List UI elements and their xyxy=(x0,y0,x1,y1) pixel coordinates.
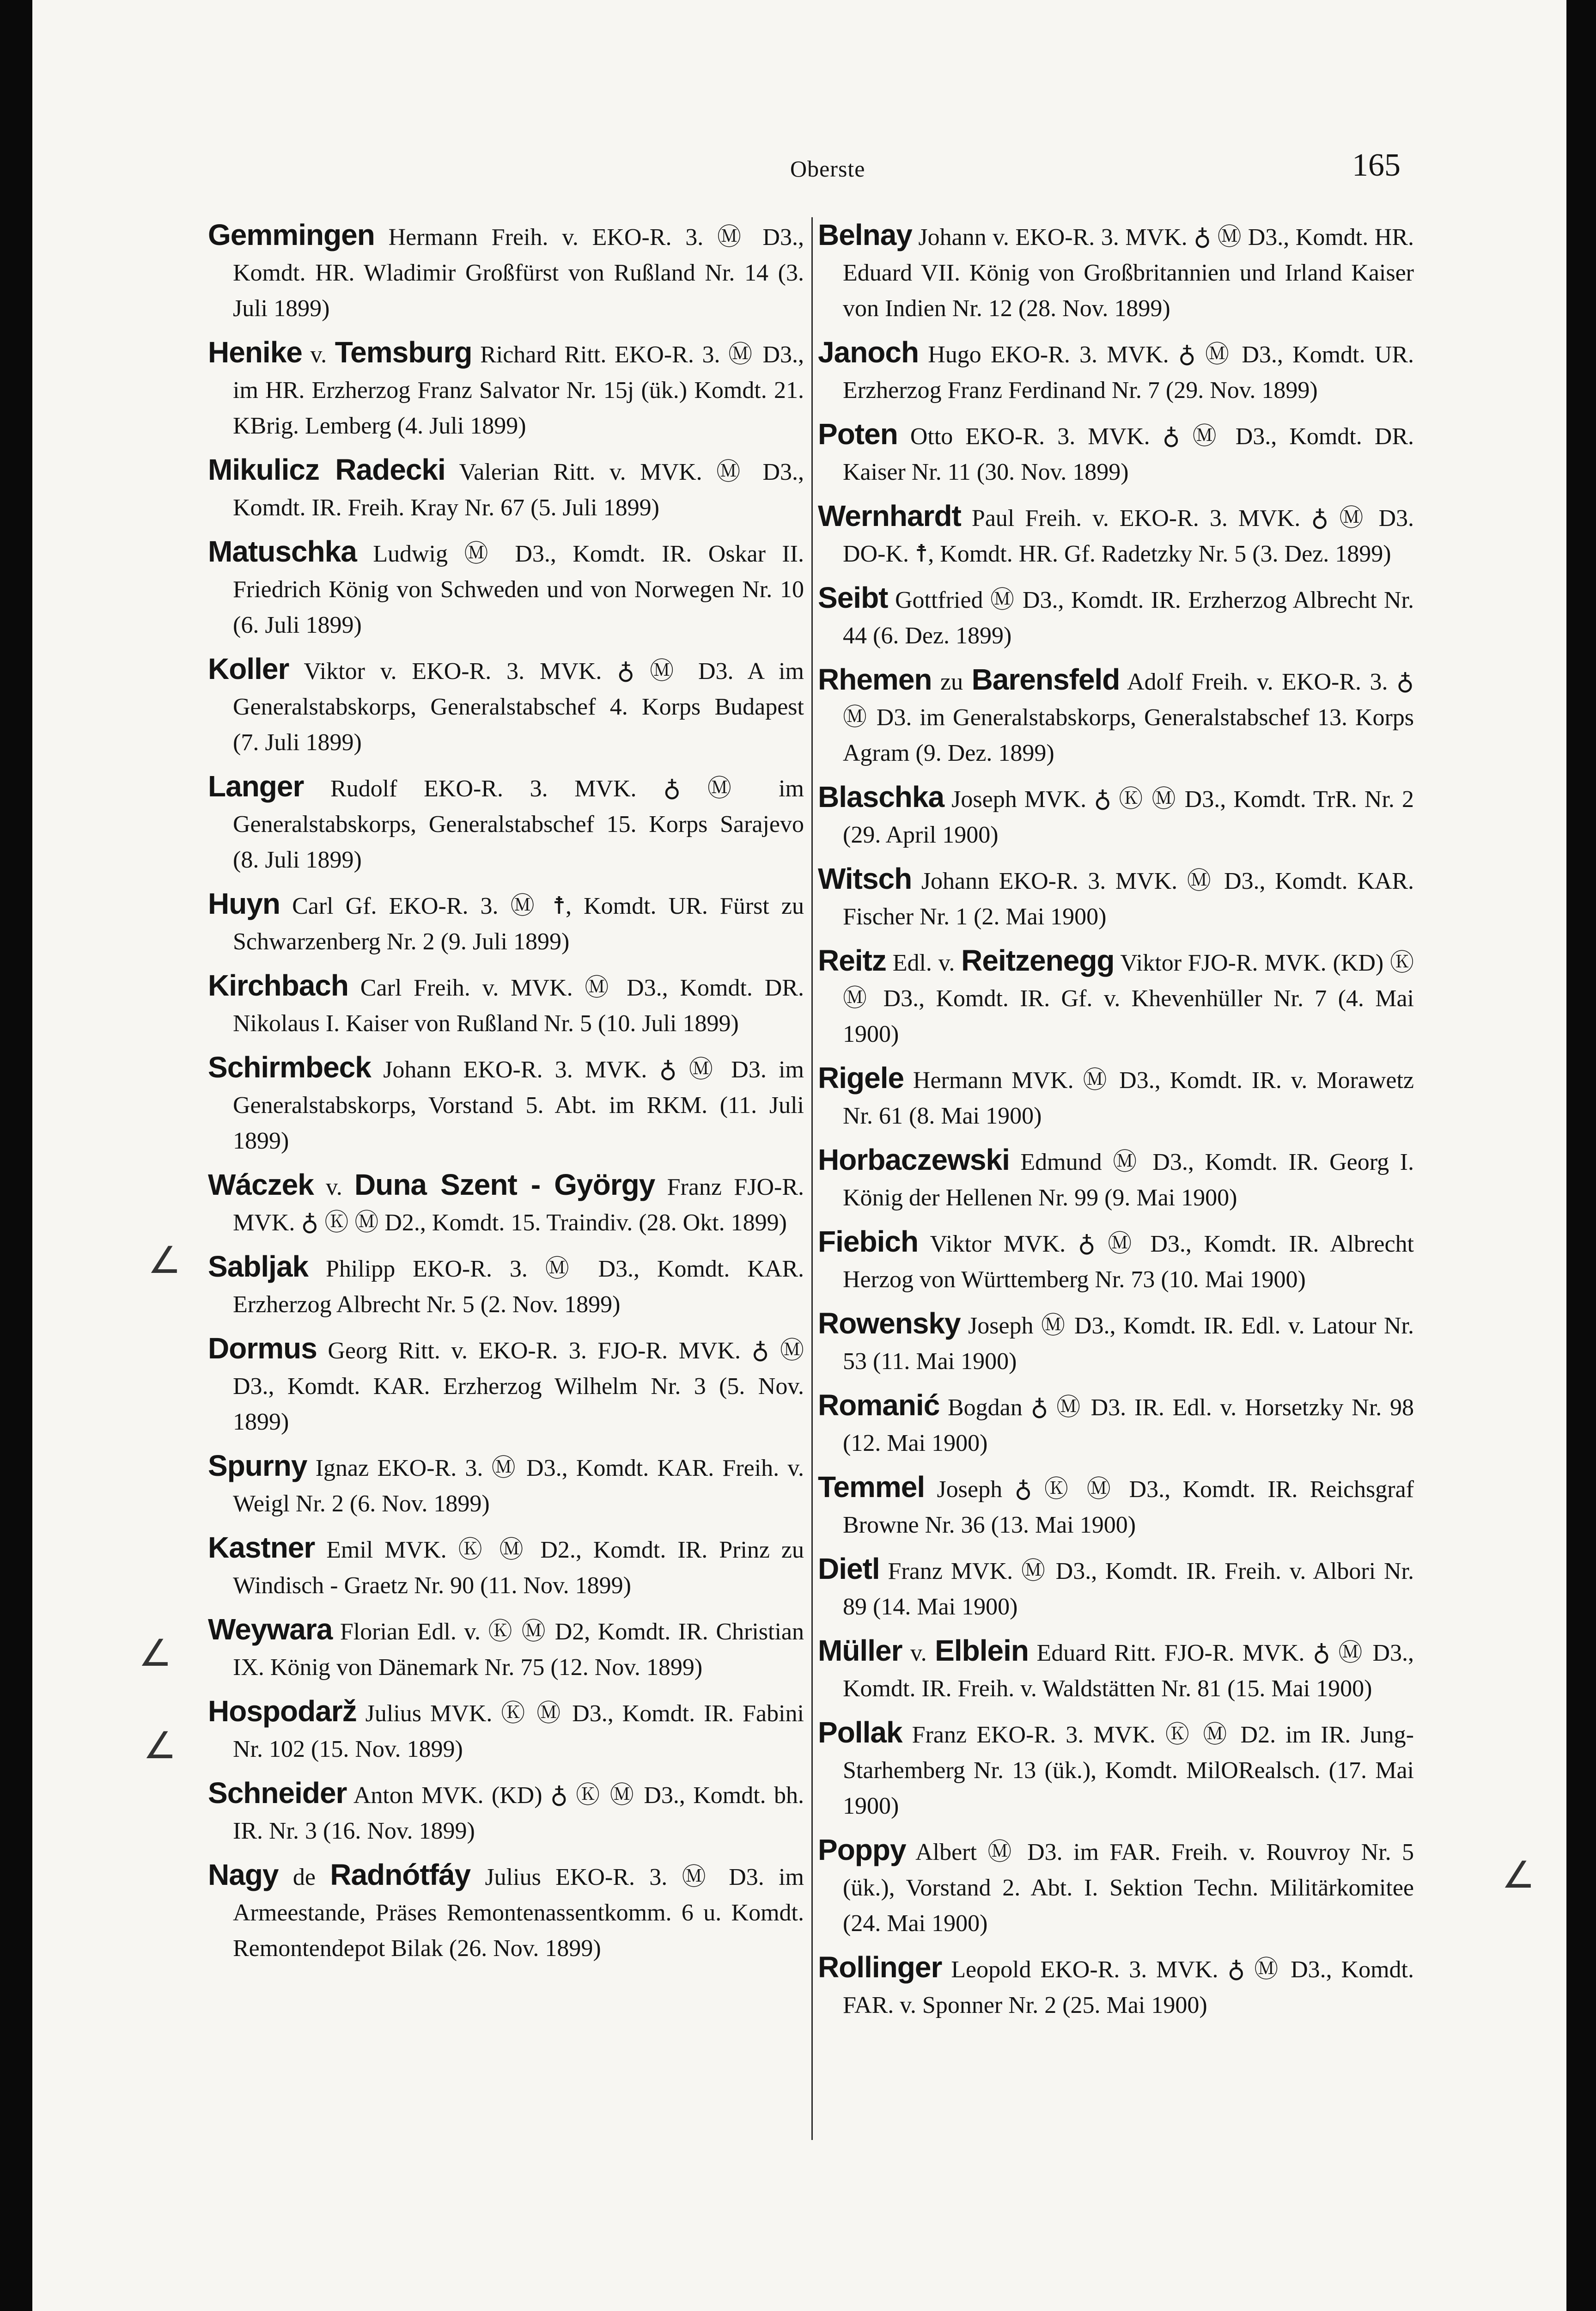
entry-details: Franz MVK. Ⓜ D3., Komdt. IR. Freih. v. Albori Nr. 89 (14. Mai 1900) xyxy=(843,1558,1414,1620)
roster-entry xyxy=(818,1388,1414,1461)
entry-details: Eduard Ritt. FJO-R. MVK. ♁ Ⓜ D3., Komdt. IR. Freih. v. Waldstätten Nr. 81 (15. Mai 1900) xyxy=(843,1640,1414,1702)
pencil-tick-mark-icon: ∠ xyxy=(148,1239,181,1282)
officer-surname: Rowensky xyxy=(818,1307,961,1340)
officer-surname: Wernhardt xyxy=(818,499,961,532)
entry-details: Edl. v. xyxy=(886,950,962,976)
officer-predicate-name: Duna Szent - György xyxy=(354,1168,655,1201)
roster-entry xyxy=(818,1142,1414,1216)
roster-entry xyxy=(818,662,1414,771)
entry-details: Johann EKO-R. 3. MVK. ♁ Ⓜ D3. im Generalstabskorps, Vorstand 5. Abt. im RKM. (11. Juli 1899) xyxy=(233,1057,804,1154)
entry-details: Franz FJO-R. MVK. ♁ Ⓚ Ⓜ D2., Komdt. 15. Traindiv. (28. Okt. 1899) xyxy=(233,1174,804,1236)
entry-details: Carl Gf. EKO-R. 3. Ⓜ ☨, Komdt. UR. Fürst zu Schwarzenberg Nr. 2 (9. Juli 1899) xyxy=(233,893,804,955)
entry-details: Albert Ⓜ D3. im FAR. Freih. v. Rouvroy Nr. 5 (ük.), Vorstand 2. Abt. I. Sektion Techn. Militärkomitee (24. Mai 1900) xyxy=(843,1839,1414,1937)
entry-details: Johann EKO-R. 3. MVK. Ⓜ D3., Komdt. KAR. Fischer Nr. 1 (2. Mai 1900) xyxy=(843,868,1414,930)
entry-details: v. xyxy=(302,342,335,368)
roster-entry xyxy=(818,1060,1414,1134)
roster-entry xyxy=(818,1469,1414,1543)
pencil-tick-mark-icon: ∠ xyxy=(1502,1853,1535,1896)
entry-details: Hugo EKO-R. 3. MVK. ♁ Ⓜ D3., Komdt. UR. Erzherzog Franz Ferdinand Nr. 7 (29. Nov. 1899) xyxy=(843,342,1414,404)
officer-surname: Seibt xyxy=(818,581,888,614)
officer-surname: Kirchbach xyxy=(208,969,348,1002)
entry-details: v. xyxy=(313,1174,354,1200)
roster-entry xyxy=(208,534,804,643)
roster-entry xyxy=(208,1167,804,1241)
pencil-tick-mark-icon: ∠ xyxy=(143,1724,177,1767)
roster-entry xyxy=(818,1551,1414,1625)
officer-surname: Sabljak xyxy=(208,1250,309,1283)
roster-entry xyxy=(818,498,1414,572)
roster-entry xyxy=(818,861,1414,935)
book-page xyxy=(32,0,1566,2311)
officer-surname: Gemmingen xyxy=(208,218,375,251)
entry-details: Florian Edl. v. Ⓚ Ⓜ D2, Komdt. IR. Christian IX. König von Dänemark Nr. 75 (12. Nov. 1899) xyxy=(233,1619,804,1681)
entry-details: Joseph ♁ Ⓚ Ⓜ D3., Komdt. IR. Reichsgraf Browne Nr. 36 (13. Mai 1900) xyxy=(843,1476,1414,1538)
entry-details: Ignaz EKO-R. 3. Ⓜ D3., Komdt. KAR. Freih. v. Weigl Nr. 2 (6. Nov. 1899) xyxy=(233,1455,804,1517)
officer-surname: Dormus xyxy=(208,1332,317,1365)
officer-surname: Koller xyxy=(208,652,289,685)
entry-details: Georg Ritt. v. EKO-R. 3. FJO-R. MVK. ♁ Ⓜ D3., Komdt. KAR. Erzherzog Wilhelm Nr. 3 (5. Nov. 1899) xyxy=(233,1338,804,1435)
officer-surname: Pollak xyxy=(818,1716,902,1749)
roster-entry xyxy=(818,1832,1414,1941)
running-header: Oberste xyxy=(790,156,865,182)
roster-entry xyxy=(208,1775,804,1849)
roster-entry xyxy=(208,651,804,760)
entry-details: Rudolf EKO-R. 3. MVK. ♁ Ⓜ im Generalstabskorps, Generalstabschef 15. Korps Sarajevo (8. Juli 1899) xyxy=(233,776,804,873)
roster-entry xyxy=(818,1306,1414,1379)
roster-entry xyxy=(208,1694,804,1767)
entry-details: Johann v. EKO-R. 3. MVK. ♁ Ⓜ D3., Komdt. HR. Eduard VII. König von Großbritannien und Irland Kaiser von Indien Nr. 12 (28. Nov. 1899) xyxy=(843,224,1414,322)
officer-surname: Rollinger xyxy=(818,1950,942,1984)
entry-details: Richard Ritt. EKO-R. 3. Ⓜ D3., im HR. Erzherzog Franz Salvator Nr. 15j (ük.) Komdt. 21. KBrig. Lemberg (4. Juli 1899) xyxy=(233,342,804,439)
entry-details: Adolf Freih. v. EKO-R. 3. ♁ Ⓜ D3. im Generalstabskorps, Generalstabschef 13. Korps Agram (9. Dez. 1899) xyxy=(843,669,1414,766)
officer-surname: Poten xyxy=(818,417,898,451)
officer-surname: Romanić xyxy=(818,1388,940,1422)
roster-entry xyxy=(818,1633,1414,1706)
officer-surname: Langer xyxy=(208,770,304,803)
officer-surname: Witsch xyxy=(818,862,912,895)
officer-surname: Horbaczewski xyxy=(818,1143,1010,1176)
officer-surname: Hospodarž xyxy=(208,1694,357,1728)
entry-details: v. xyxy=(902,1640,935,1666)
entry-details: Joseph MVK. ♁ Ⓚ Ⓜ D3., Komdt. TrR. Nr. 2 (29. April 1900) xyxy=(843,786,1414,848)
officer-surname: Henike xyxy=(208,336,302,369)
entry-details: Viktor FJO-R. MVK. (KD) Ⓚ Ⓜ D3., Komdt. IR. Gf. v. Khevenhüller Nr. 7 (4. Mai 1900) xyxy=(843,950,1414,1047)
roster-entry xyxy=(208,335,804,444)
officer-surname: Wáczek xyxy=(208,1168,314,1201)
entry-details: Anton MVK. (KD) ♁ Ⓚ Ⓜ D3., Komdt. bh. IR. Nr. 3 (16. Nov. 1899) xyxy=(233,1782,804,1844)
officer-surname: Dietl xyxy=(818,1552,880,1585)
left-column xyxy=(208,217,804,1975)
page-number: 165 xyxy=(1352,147,1401,183)
entry-details: Ludwig Ⓜ D3., Komdt. IR. Oskar II. Friedrich König von Schweden und von Norwegen Nr. 10 (6. Juli 1899) xyxy=(233,541,804,638)
roster-entry xyxy=(818,1224,1414,1297)
roster-entry xyxy=(208,968,804,1041)
officer-surname: Janoch xyxy=(818,336,919,369)
officer-predicate-name: Temsburg xyxy=(335,336,472,369)
officer-surname: Blaschka xyxy=(818,780,944,813)
roster-entry xyxy=(818,335,1414,408)
officer-predicate-name: Elblein xyxy=(935,1634,1029,1667)
roster-entry xyxy=(208,1857,804,1966)
officer-surname: Spurny xyxy=(208,1449,307,1482)
officer-surname: Belnay xyxy=(818,218,912,251)
entry-details: Gottfried Ⓜ D3., Komdt. IR. Erzherzog Albrecht Nr. 44 (6. Dez. 1899) xyxy=(843,587,1414,649)
roster-entry xyxy=(818,943,1414,1052)
officer-predicate-name: Radnótfáy xyxy=(330,1858,471,1891)
entry-details: Valerian Ritt. v. MVK. Ⓜ D3., Komdt. IR. Freih. Kray Nr. 67 (5. Juli 1899) xyxy=(233,459,804,521)
roster-entry xyxy=(208,1249,804,1322)
officer-surname: Huyn xyxy=(208,887,280,920)
roster-entry xyxy=(818,1715,1414,1824)
entry-details: Hermann Freih. v. EKO-R. 3. Ⓜ D3., Komdt. HR. Wladimir Großfürst von Rußland Nr. 14 (3. Juli 1899) xyxy=(233,224,804,322)
officer-predicate-name: Barensfeld xyxy=(971,663,1120,696)
column-divider xyxy=(811,217,813,2140)
roster-entry xyxy=(208,1050,804,1159)
entry-details: Emil MVK. Ⓚ Ⓜ D2., Komdt. IR. Prinz zu Windisch - Graetz Nr. 90 (11. Nov. 1899) xyxy=(233,1537,804,1599)
entry-details: zu xyxy=(932,669,972,695)
roster-entry xyxy=(208,769,804,878)
entry-details: Franz EKO-R. 3. MVK. Ⓚ Ⓜ D2. im IR. Jung-Starhemberg Nr. 13 (ük.), Komdt. MilORealsch. (17. Mai 1900) xyxy=(843,1722,1414,1819)
roster-entry xyxy=(208,886,804,960)
officer-surname: Mikulicz Radecki xyxy=(208,453,445,486)
officer-surname: Reitz xyxy=(818,944,886,977)
entry-details: Philipp EKO-R. 3. Ⓜ D3., Komdt. KAR. Erzherzog Albrecht Nr. 5 (2. Nov. 1899) xyxy=(233,1256,804,1318)
entry-details: de xyxy=(278,1864,330,1890)
entry-details: Carl Freih. v. MVK. Ⓜ D3., Komdt. DR. Nikolaus I. Kaiser von Rußland Nr. 5 (10. Juli 1899) xyxy=(233,975,804,1037)
entry-details: Joseph Ⓜ D3., Komdt. IR. Edl. v. Latour Nr. 53 (11. Mai 1900) xyxy=(843,1313,1414,1375)
roster-entry xyxy=(208,1530,804,1603)
officer-surname: Weywara xyxy=(208,1613,333,1646)
officer-surname: Schneider xyxy=(208,1776,347,1810)
officer-predicate-name: Reitzenegg xyxy=(961,944,1115,977)
entry-details: Leopold EKO-R. 3. MVK. ♁ Ⓜ D3., Komdt. FAR. v. Sponner Nr. 2 (25. Mai 1900) xyxy=(843,1956,1414,2018)
entry-details: Bogdan ♁ Ⓜ D3. IR. Edl. v. Horsetzky Nr. 98 (12. Mai 1900) xyxy=(843,1394,1414,1456)
entry-details: Paul Freih. v. EKO-R. 3. MVK. ♁ Ⓜ D3. DO-K. ☨, Komdt. HR. Gf. Radetzky Nr. 5 (3. Dez. 1899) xyxy=(843,505,1414,567)
entry-details: Viktor MVK. ♁ Ⓜ D3., Komdt. IR. Albrecht Herzog von Württemberg Nr. 73 (10. Mai 1900) xyxy=(843,1231,1414,1293)
roster-entry xyxy=(208,1612,804,1685)
roster-entry xyxy=(208,1448,804,1522)
right-column xyxy=(818,217,1414,2031)
entry-details: Otto EKO-R. 3. MVK. ♁ Ⓜ D3., Komdt. DR. Kaiser Nr. 11 (30. Nov. 1899) xyxy=(843,423,1414,485)
roster-entry xyxy=(208,452,804,526)
officer-surname: Rigele xyxy=(818,1061,904,1094)
officer-surname: Schirmbeck xyxy=(208,1051,371,1084)
entry-details: Julius EKO-R. 3. Ⓜ D3. im Armeestande, Präses Remontenassentkomm. 6 u. Komdt. Remontendepot Bilak (26. Nov. 1899) xyxy=(233,1864,804,1962)
roster-entry xyxy=(818,217,1414,326)
entry-details: Viktor v. EKO-R. 3. MVK. ♁ Ⓜ D3. A im Generalstabskorps, Generalstabschef 4. Korps Budapest (7. Juli 1899) xyxy=(233,658,804,756)
entry-details: Hermann MVK. Ⓜ D3., Komdt. IR. v. Morawetz Nr. 61 (8. Mai 1900) xyxy=(843,1067,1414,1129)
entry-details: Julius MVK. Ⓚ Ⓜ D3., Komdt. IR. Fabini Nr. 102 (15. Nov. 1899) xyxy=(233,1700,804,1762)
roster-entry xyxy=(818,580,1414,654)
roster-entry xyxy=(208,217,804,326)
entry-details: Edmund Ⓜ D3., Komdt. IR. Georg I. König der Hellenen Nr. 99 (9. Mai 1900) xyxy=(843,1149,1414,1211)
roster-entry xyxy=(818,1950,1414,2023)
officer-surname: Nagy xyxy=(208,1858,279,1891)
officer-surname: Temmel xyxy=(818,1470,925,1504)
roster-entry xyxy=(818,416,1414,490)
officer-surname: Rhemen xyxy=(818,663,932,696)
roster-entry xyxy=(208,1331,804,1440)
officer-surname: Müller xyxy=(818,1634,902,1667)
officer-surname: Poppy xyxy=(818,1833,906,1866)
pencil-tick-mark-icon: ∠ xyxy=(139,1632,172,1675)
officer-surname: Fiebich xyxy=(818,1225,919,1258)
officer-surname: Kastner xyxy=(208,1531,315,1564)
officer-surname: Matuschka xyxy=(208,535,357,568)
roster-entry xyxy=(818,779,1414,853)
